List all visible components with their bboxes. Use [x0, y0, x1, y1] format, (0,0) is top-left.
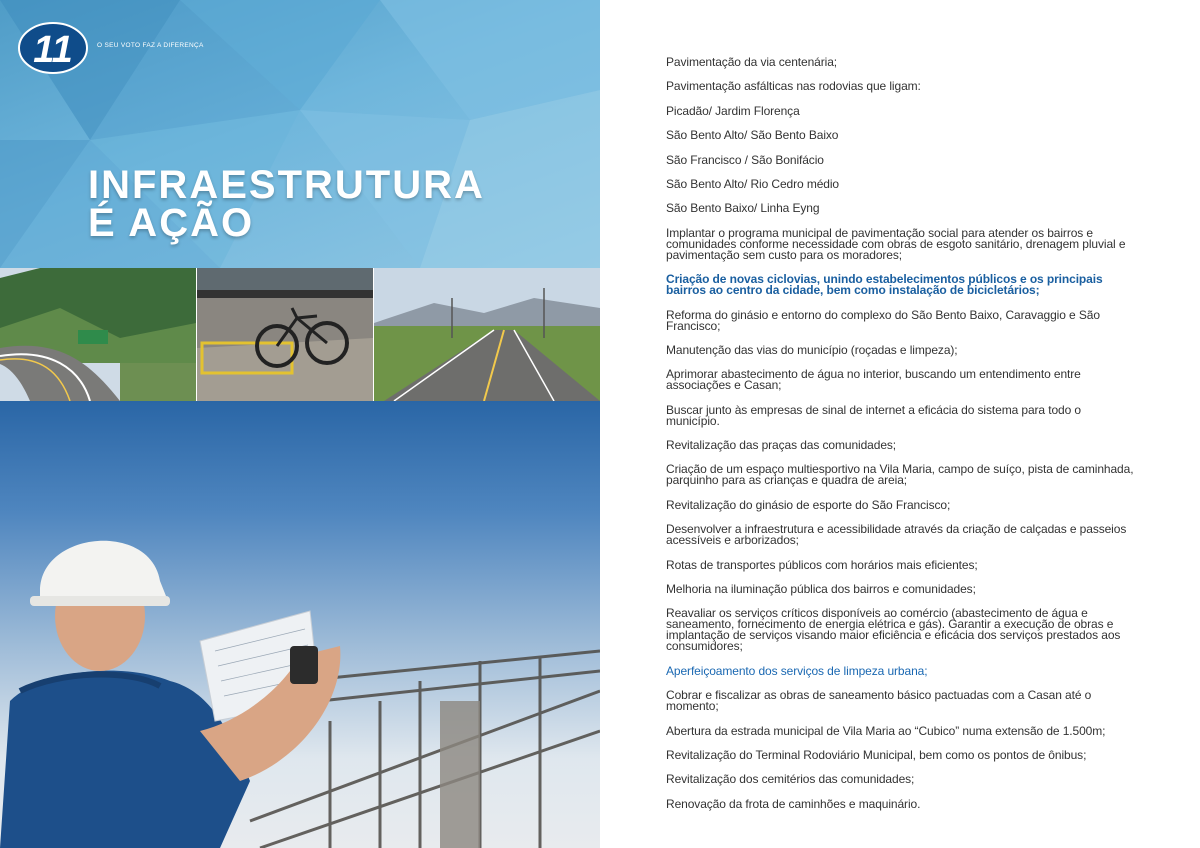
- title-line-1: INFRAESTRUTURA: [88, 163, 485, 207]
- right-page: [600, 0, 1200, 848]
- list-item: Aprimorar abastecimento de água no interior, buscando um entendimento entre associações e Casan;: [666, 367, 1081, 393]
- engineer-illustration: [0, 401, 600, 848]
- list-item: Desenvolver a infraestrutura e acessibilidade através da criação de calçadas e passeios acessíveis e arborizados;: [666, 522, 1127, 548]
- list-item: Reavaliar os serviços críticos disponíveis ao comércio (abastecimento de água e saneamento, fornecimento de energia elétrica e gás). Garantir a execução de obras e implantação de serviços visando maior eficiência e eficácia dos serviços prestados aos consumidores;: [666, 606, 1121, 654]
- list-item: São Bento Baixo/ Linha Eyng: [666, 201, 820, 216]
- list-item: Reforma do ginásio e entorno do complexo do São Bento Baixo, Caravaggio e São Francisco;: [666, 307, 1100, 333]
- list-item: Revitalização dos cemitérios das comunidades;: [666, 772, 915, 787]
- list-item: São Bento Alto/ São Bento Baixo: [666, 128, 839, 143]
- list-item-highlight: Aperfeiçoamento dos serviços de limpeza urbana;: [666, 663, 928, 678]
- list-item: Picadão/ Jardim Florença: [666, 103, 800, 118]
- list-item: Revitalização do ginásio de esporte do São Francisco;: [666, 497, 951, 512]
- tagline: O SEU VOTO FAZ A DIFERENÇA: [97, 42, 204, 49]
- bicycle-rack-photo: [197, 268, 373, 401]
- hero-banner: [0, 0, 600, 268]
- road-curve-photo: [0, 268, 196, 401]
- list-item: Implantar o programa municipal de pavimentação social para atender os bairros e comunidades conforme necessidade com obras de esgoto sanitário, drenagem pluvial e pavimentação sem custo para os moradores;: [666, 225, 1126, 262]
- list-item: Pavimentação asfálticas nas rodovias que ligam:: [666, 79, 921, 94]
- list-item-highlight: Criação de novas ciclovias, unindo estabelecimentos públicos e os principais bairros ao centro da cidade, bem como instalação de bicicletários;: [666, 272, 1103, 298]
- highway-photo: [374, 268, 600, 401]
- candidate-number-badge: [18, 22, 88, 74]
- list-item: Pavimentação da via centenária;: [666, 55, 838, 69]
- list-item: Manutenção das vias do município (roçadas e limpeza);: [666, 342, 958, 357]
- list-item: São Francisco / São Bonifácio: [666, 152, 824, 167]
- engineer-scene: [0, 401, 600, 848]
- list-item: Revitalização do Terminal Rodoviário Municipal, bem como os pontos de ônibus;: [666, 747, 1087, 762]
- title-line-2: É AÇÃO: [88, 201, 255, 245]
- list-item: Cobrar e fiscalizar as obras de saneamento básico pactuadas com a Casan até o momento;: [666, 688, 1092, 714]
- list-item: Renovação da frota de caminhões e maquinário.: [666, 796, 921, 811]
- list-item: Abertura da estrada municipal de Vila Maria ao “Cubico” numa extensão de 1.500m;: [666, 723, 1106, 738]
- page-title: [88, 163, 485, 245]
- list-item: Buscar junto às empresas de sinal de internet a eficácia do sistema para todo o município.: [666, 402, 1082, 428]
- list-item: Revitalização das praças das comunidades;: [666, 438, 897, 453]
- photo-strip: [0, 268, 600, 401]
- badge-number: 11: [33, 29, 73, 71]
- list-item: Criação de um espaço multiesportivo na Vila Maria, campo de suíço, pista de caminhada, parquinho para as crianças e quadra de areia;: [666, 462, 1134, 488]
- list-item: Melhoria na iluminação pública dos bairros e comunidades;: [666, 582, 976, 597]
- list-item: Rotas de transportes públicos com horários mais eficientes;: [666, 557, 978, 572]
- proposal-list: [666, 57, 1136, 823]
- list-item: São Bento Alto/ Rio Cedro médio: [666, 176, 840, 191]
